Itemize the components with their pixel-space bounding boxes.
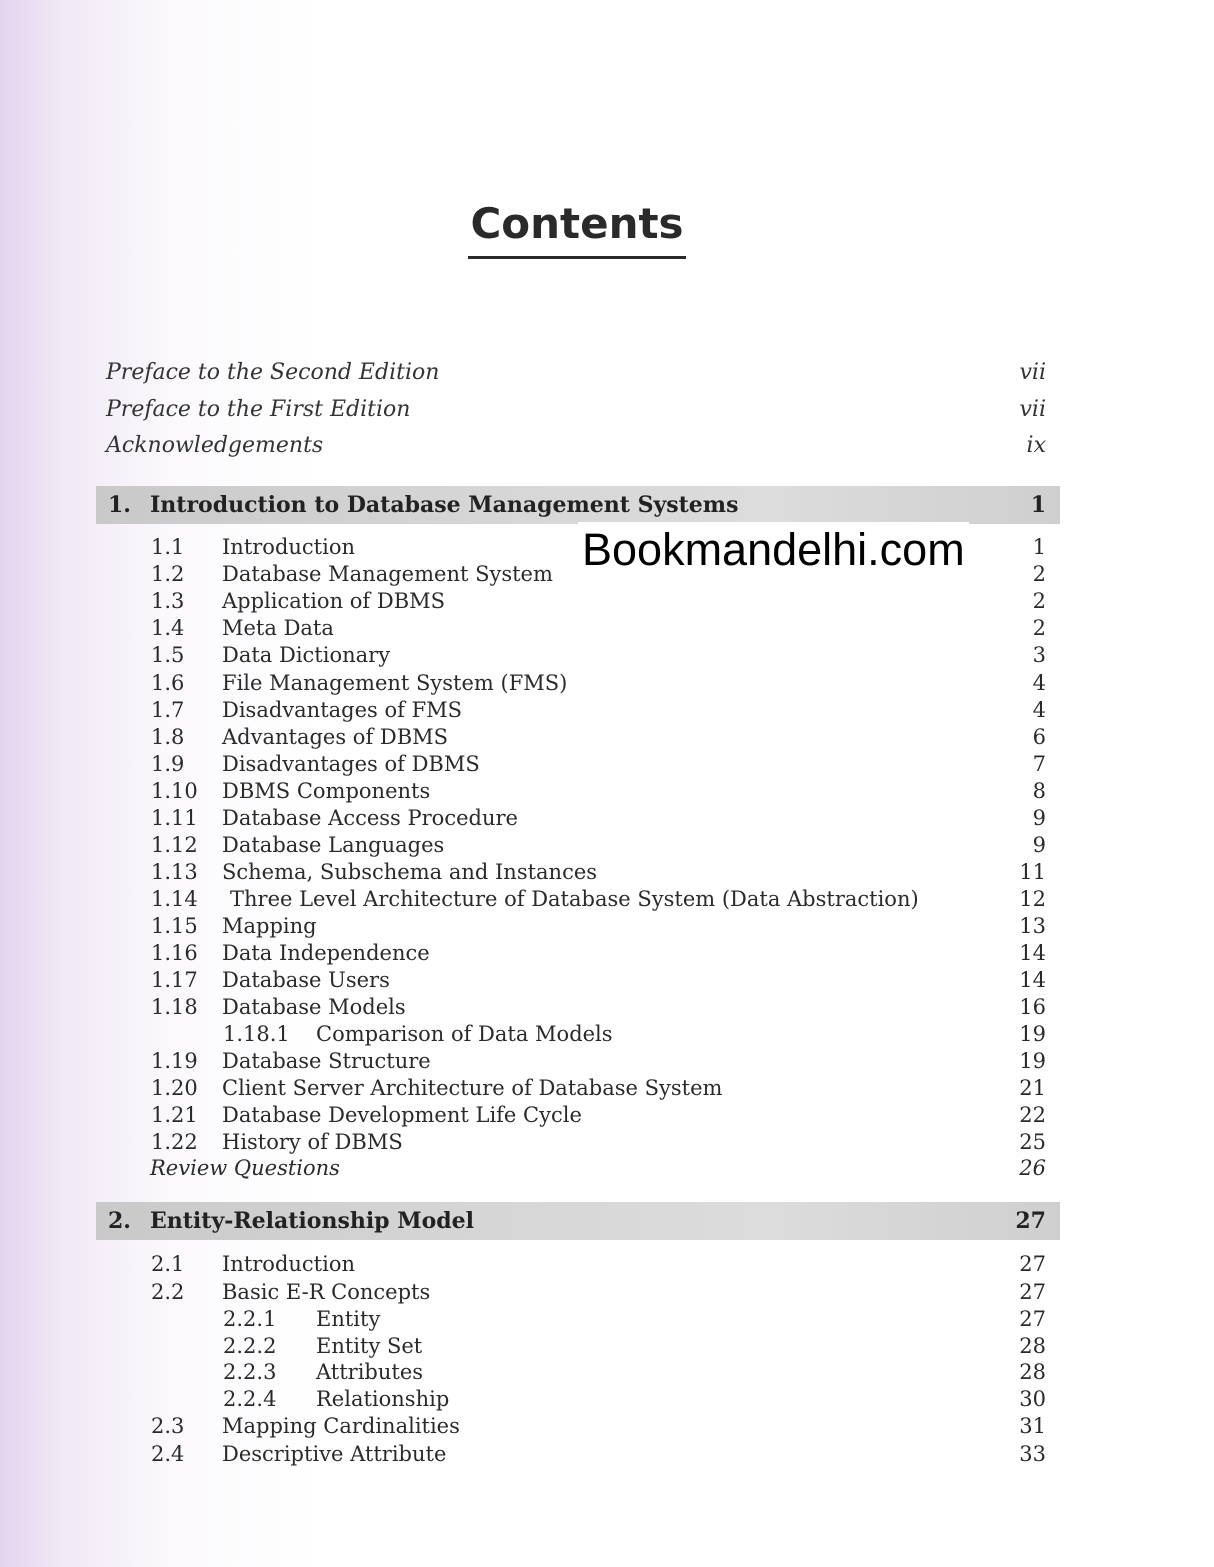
section-number: 1.18	[151, 995, 198, 1019]
section-title: Database Access Procedure	[222, 806, 518, 830]
section-number: 1.7	[151, 698, 185, 722]
section-title: Mapping	[222, 914, 317, 938]
chapter-heading	[96, 1202, 1060, 1240]
toc-page: vii	[1019, 397, 1046, 422]
chapter-heading	[96, 486, 1060, 524]
subsection-page: 28	[1019, 1360, 1046, 1384]
section-number: 2.3	[151, 1414, 185, 1438]
toc-page: ix	[1026, 433, 1046, 458]
section-number: 1.10	[151, 779, 198, 803]
section-number: 1.17	[151, 968, 198, 992]
section-number: 1.6	[151, 671, 185, 695]
section-number: 1.11	[151, 806, 198, 830]
section-title: Meta Data	[222, 616, 334, 640]
section-title: Data Independence	[222, 941, 430, 965]
section-number: 1.9	[151, 752, 185, 776]
section-number: 1.19	[151, 1049, 198, 1073]
section-page: 31	[1019, 1414, 1046, 1438]
chapter-page: 27	[1015, 1208, 1046, 1234]
section-page: 22	[1019, 1103, 1046, 1127]
subsection-title: Entity Set	[316, 1334, 423, 1358]
section-page: 9	[1032, 833, 1046, 857]
subsection-title: Relationship	[316, 1387, 450, 1411]
section-page: 27	[1019, 1280, 1046, 1304]
section-page: 7	[1032, 752, 1046, 776]
section-title: Advantages of DBMS	[222, 725, 449, 749]
section-number: 1.22	[151, 1130, 198, 1154]
subsection-page: 19	[1019, 1022, 1046, 1046]
section-page: 25	[1019, 1130, 1046, 1154]
subsection-number: 2.2.4	[223, 1387, 277, 1411]
section-title: Disadvantages of FMS	[222, 698, 463, 722]
section-number: 1.4	[151, 616, 185, 640]
section-page: 19	[1019, 1049, 1046, 1073]
section-title: History of DBMS	[222, 1130, 403, 1154]
section-page: 14	[1019, 941, 1046, 965]
review-page: 26	[1019, 1156, 1046, 1180]
section-title: Basic E-R Concepts	[222, 1280, 431, 1304]
toc-label: Preface to the First Edition	[106, 397, 411, 422]
section-page: 21	[1019, 1076, 1046, 1100]
chapter-number: 2.	[108, 1208, 131, 1234]
review-label: Review Questions	[150, 1156, 340, 1180]
section-page: 12	[1019, 887, 1046, 911]
section-number: 2.1	[151, 1252, 185, 1276]
toc-page: vii	[1019, 360, 1046, 385]
subsection-title: Attributes	[316, 1360, 424, 1384]
toc-label: Acknowledgements	[106, 433, 324, 458]
section-number: 1.1	[151, 535, 185, 559]
section-title: Database Development Life Cycle	[222, 1103, 582, 1127]
section-title: Database Models	[222, 995, 406, 1019]
section-title: File Management System (FMS)	[222, 671, 568, 695]
section-title: Application of DBMS	[222, 589, 446, 613]
section-page: 1	[1032, 535, 1046, 559]
subsection-number: 2.2.3	[223, 1360, 277, 1384]
section-page: 4	[1032, 671, 1046, 695]
section-number: 1.14	[151, 887, 198, 911]
section-title: Descriptive Attribute	[222, 1442, 447, 1466]
section-page: 13	[1019, 914, 1046, 938]
subsection-number: 1.18.1	[223, 1022, 290, 1046]
section-title: Database Management System	[222, 562, 553, 586]
section-page: 2	[1032, 616, 1046, 640]
section-number: 1.2	[151, 562, 185, 586]
section-page: 8	[1032, 779, 1046, 803]
section-page: 9	[1032, 806, 1046, 830]
section-page: 11	[1019, 860, 1046, 884]
section-page: 27	[1019, 1252, 1046, 1276]
section-page: 6	[1032, 725, 1046, 749]
page-title: Contents	[0, 196, 1154, 259]
subsection-title: Entity	[316, 1307, 381, 1331]
section-number: 1.5	[151, 643, 185, 667]
section-title: Data Dictionary	[222, 643, 391, 667]
section-number: 1.12	[151, 833, 198, 857]
section-page: 2	[1032, 562, 1046, 586]
section-page: 4	[1032, 698, 1046, 722]
subsection-page: 27	[1019, 1307, 1046, 1331]
section-page: 14	[1019, 968, 1046, 992]
section-title: Client Server Architecture of Database System	[222, 1076, 723, 1100]
section-title: Database Languages	[222, 833, 445, 857]
section-title: Mapping Cardinalities	[222, 1414, 460, 1438]
chapter-page: 1	[1030, 492, 1046, 518]
section-page: 2	[1032, 589, 1046, 613]
section-title: Schema, Subschema and Instances	[222, 860, 598, 884]
section-title: Database Users	[222, 968, 390, 992]
section-number: 2.4	[151, 1442, 185, 1466]
section-number: 1.8	[151, 725, 185, 749]
section-number: 1.20	[151, 1076, 198, 1100]
subsection-page: 28	[1019, 1334, 1046, 1358]
watermark-text: Bookmandelhi.com	[578, 522, 969, 578]
subsection-page: 30	[1019, 1387, 1046, 1411]
section-title: Introduction	[222, 1252, 355, 1276]
subsection-number: 2.2.2	[223, 1334, 277, 1358]
section-number: 2.2	[151, 1280, 185, 1304]
section-title: Introduction	[222, 535, 355, 559]
toc-label: Preface to the Second Edition	[106, 360, 440, 385]
section-number: 1.21	[151, 1103, 198, 1127]
chapter-title: Introduction to Database Management Systems	[150, 492, 739, 518]
section-title: Database Structure	[222, 1049, 431, 1073]
section-page: 33	[1019, 1442, 1046, 1466]
chapter-title: Entity-Relationship Model	[150, 1208, 474, 1234]
section-number: 1.3	[151, 589, 185, 613]
subsection-title: Comparison of Data Models	[316, 1022, 613, 1046]
section-number: 1.13	[151, 860, 198, 884]
section-title: Disadvantages of DBMS	[222, 752, 480, 776]
section-title: DBMS Components	[222, 779, 431, 803]
section-title: Three Level Architecture of Database System (Data Abstraction)	[230, 887, 919, 911]
subsection-number: 2.2.1	[223, 1307, 277, 1331]
section-number: 1.16	[151, 941, 198, 965]
chapter-number: 1.	[108, 492, 131, 518]
section-page: 16	[1019, 995, 1046, 1019]
section-number: 1.15	[151, 914, 198, 938]
section-page: 3	[1032, 643, 1046, 667]
